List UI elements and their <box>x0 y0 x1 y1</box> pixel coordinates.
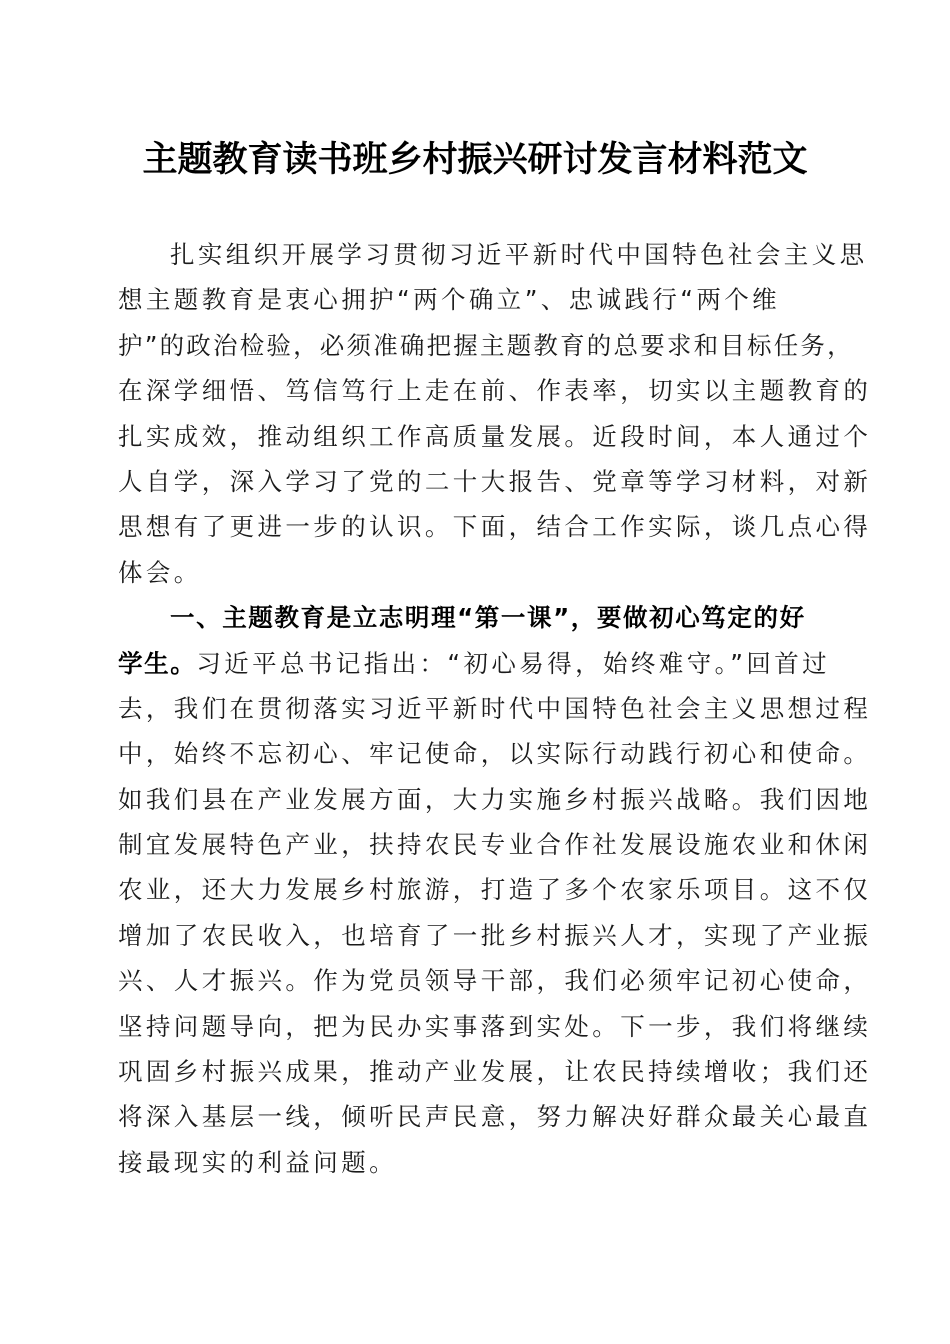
paragraph-line: 人自学，深入学习了党的二十大报告、党章等学习材料，对新 <box>118 466 872 496</box>
intro-paragraph <box>118 232 872 595</box>
section-heading-end: 学生。 <box>118 648 197 678</box>
paragraph-line: 制宜发展特色产业，扶持农民专业合作社发展设施农业和休闲 <box>118 830 872 860</box>
paragraph-line: 扎实组织开展学习贯彻习近平新时代中国特色社会主义思 <box>170 240 868 269</box>
paragraph-line: 思想有了更进一步的认识。下面，结合工作实际，谈几点心得 <box>118 512 872 542</box>
paragraph-line: 将深入基层一线，倾听民声民意，努力解决好群众最关心最直 <box>118 1102 872 1132</box>
paragraph-line: 接最现实的利益问题。 <box>118 1147 397 1177</box>
paragraph-line: 在深学细悟、笃信笃行上走在前、作表率，切实以主题教育的 <box>118 376 872 406</box>
paragraph-line: 如我们县在产业发展方面，大力实施乡村振兴战略。我们因地 <box>118 784 872 814</box>
document-body <box>118 232 872 1185</box>
paragraph-line: 护”的政治检验，必须准确把握主题教育的总要求和目标任务， <box>118 330 854 360</box>
section-heading: 一、主题教育是立志明理“第一课”，要做初心笃定的好 <box>170 603 806 633</box>
paragraph-line: 扎实成效，推动组织工作高质量发展。近段时间，本人通过个 <box>118 421 872 451</box>
paragraph-line: 农业，还大力发展乡村旅游，打造了多个农家乐项目。这不仅 <box>118 875 872 905</box>
paragraph-line: 想主题教育是衷心拥护“两个确立”、忠诚践行“两个维 <box>118 285 781 315</box>
paragraph-line: 去，我们在贯彻落实习近平新时代中国特色社会主义思想过程 <box>118 693 872 723</box>
paragraph-line: 坚持问题导向，把为民办实事落到实处。下一步，我们将继续 <box>118 1011 872 1041</box>
paragraph-line: 体会。 <box>118 557 202 587</box>
section-heading-line <box>118 595 838 640</box>
section-1-paragraph <box>118 595 872 1185</box>
paragraph-text: 习近平总书记指出：“初心易得，始终难守。”回首过 <box>196 648 831 678</box>
paragraph-line <box>118 641 838 686</box>
paragraph-line: 增加了农民收入，也培育了一批乡村振兴人才，实现了产业振 <box>118 920 872 950</box>
document-title: 主题教育读书班乡村振兴研讨发言材料范文 <box>142 139 808 180</box>
paragraph-line: 巩固乡村振兴成果，推动产业发展，让农民持续增收；我们还 <box>118 1057 872 1087</box>
paragraph-line: 中，始终不忘初心、牢记使命，以实际行动践行初心和使命。 <box>118 739 872 769</box>
paragraph-line: 兴、人才振兴。作为党员领导干部，我们必须牢记初心使命， <box>118 966 872 996</box>
